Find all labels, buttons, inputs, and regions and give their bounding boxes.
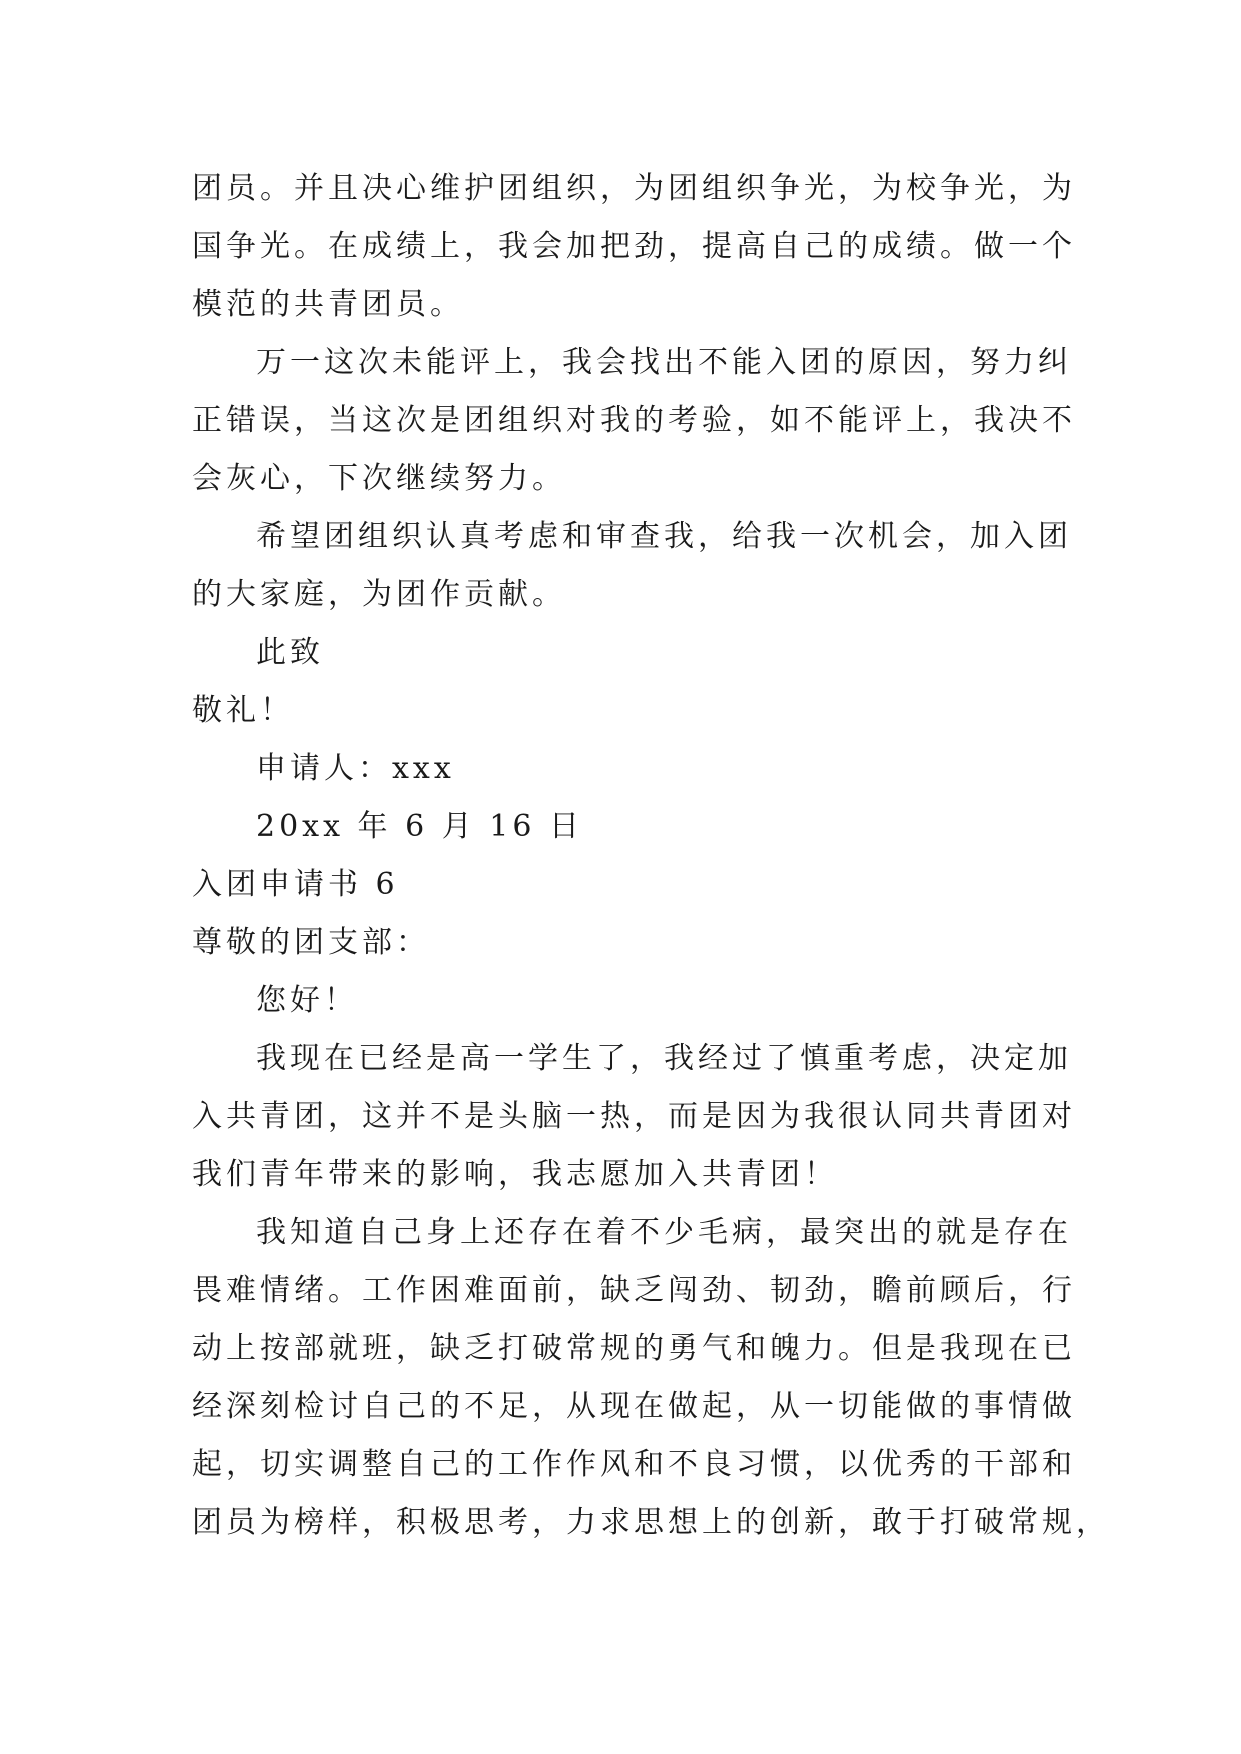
closing-respect: 敬礼！ <box>192 693 294 728</box>
section-title: 入团申请书 6 <box>192 867 399 902</box>
text-line: 动上按部就班，缺乏打破常规的勇气和魄力。但是我现在已 <box>192 1331 1076 1366</box>
text-line: 我现在已经是高一学生了，我经过了慎重考虑，决定加 <box>256 1041 1072 1076</box>
text-line: 入共青团，这并不是头脑一热，而是因为我很认同共青团对 <box>192 1099 1076 1134</box>
recipient-greeting: 尊敬的团支部： <box>192 925 430 960</box>
text-line: 我知道自己身上还存在着不少毛病，最突出的就是存在 <box>256 1215 1072 1250</box>
text-line: 正错误，当这次是团组织对我的考验，如不能评上，我决不 <box>192 403 1076 438</box>
text-line: 模范的共青团员。 <box>192 287 464 322</box>
text-line: 起，切实调整自己的工作作风和不良习惯，以优秀的干部和 <box>192 1447 1076 1482</box>
application-date: 20xx 年 6 月 16 日 <box>256 809 583 844</box>
document-body <box>192 160 1110 1552</box>
applicant-signature: 申请人：xxx <box>256 751 455 786</box>
text-line: 我们青年带来的影响，我志愿加入共青团！ <box>192 1157 838 1192</box>
closing-salutation: 此致 <box>256 635 324 670</box>
text-line: 会灰心，下次继续努力。 <box>192 461 566 496</box>
greeting: 您好！ <box>256 983 358 1018</box>
text-line: 畏难情绪。工作困难面前，缺乏闯劲、韧劲，瞻前顾后，行 <box>192 1273 1076 1308</box>
text-line: 团员。并且决心维护团组织，为团组织争光，为校争光，为 <box>192 171 1076 206</box>
text-line: 万一这次未能评上，我会找出不能入团的原因，努力纠 <box>256 345 1072 380</box>
text-line: 团员为榜样，积极思考，力求思想上的创新，敢于打破常规， <box>192 1505 1110 1540</box>
text-line: 希望团组织认真考虑和审查我，给我一次机会，加入团 <box>256 519 1072 554</box>
text-line: 的大家庭，为团作贡献。 <box>192 577 566 612</box>
text-line: 经深刻检讨自己的不足，从现在做起，从一切能做的事情做 <box>192 1389 1076 1424</box>
text-line: 国争光。在成绩上，我会加把劲，提高自己的成绩。做一个 <box>192 229 1076 264</box>
